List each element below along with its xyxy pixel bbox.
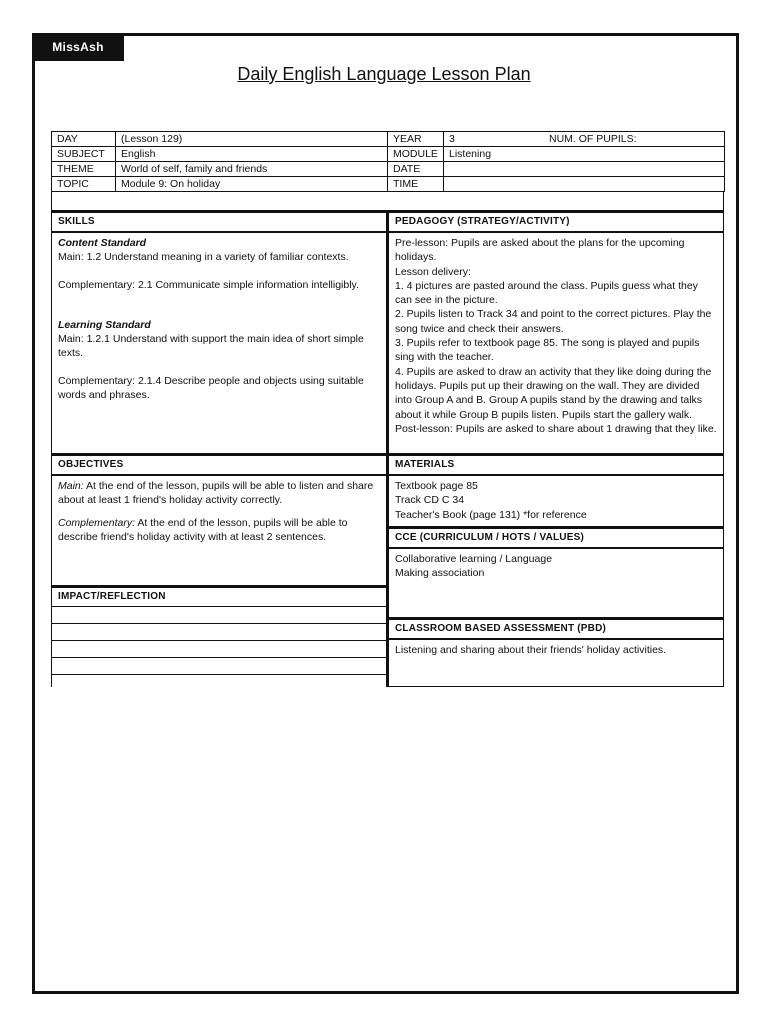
material-item: Textbook page 85 [395,480,478,492]
objectives-header: OBJECTIVES [52,456,386,476]
pupils-label: NUM. OF PUPILS: [549,133,637,145]
module-label: MODULE [388,147,444,162]
pedagogy-line: 3. Pupils refer to textbook page 85. The song is played and pupils sing with the teacher. [395,337,700,364]
info-row-theme [52,162,725,177]
objective-comp-label: Complementary: [58,516,136,529]
pedagogy-line: Lesson delivery: [395,265,471,278]
topic-label: TOPIC [52,177,116,192]
topic-value: Module 9: On holiday [116,177,388,192]
theme-label: THEME [52,162,116,177]
cce-item: Collaborative learning / Language [395,553,553,565]
impact-header: IMPACT/REFLECTION [52,588,386,607]
learning-standard-title: Learning Standard [58,318,151,331]
content-standard-title: Content Standard [58,237,147,249]
objective-complementary [58,516,380,545]
objective-main-label: Main: [58,480,84,492]
assessment-text: Listening and sharing about their friends' holiday activities. [395,644,667,656]
learning-main: Main: 1.2.1 Understand with support the main idea of short simple texts. [58,333,364,360]
year-value: 3 [449,133,455,145]
left-column [51,213,386,687]
cce-header: CCE (CURRICULUM / HOTS / VALUES) [389,529,723,549]
skills-header: SKILLS [52,213,386,233]
objectives-body [52,476,386,588]
content-complementary: Complementary: 2.1 Communicate simple information intelligibly. [58,278,359,291]
date-label: DATE [388,162,444,177]
right-column [386,213,724,687]
pedagogy-line: Post-lesson: Pupils are asked to share about 1 drawing that they like. [395,422,717,435]
lesson-plan-sheet [51,131,724,687]
module-value: Listening [444,147,725,162]
cce-body [389,549,723,620]
assessment-header: CLASSROOM BASED ASSESSMENT (PBD) [389,620,723,640]
skills-body [52,233,386,456]
cce-item: Making association [395,567,485,580]
assessment-body [389,640,723,687]
year-label: YEAR [388,132,444,147]
page-title: Daily English Language Lesson Plan [237,64,531,84]
pedagogy-body [389,233,723,456]
info-table [51,131,725,192]
impact-lines [52,607,386,675]
info-row-topic [52,177,725,192]
objective-main [58,479,380,508]
materials-body [389,476,723,529]
brand-badge: MissAsh [32,33,124,61]
info-row-day [52,132,725,147]
pedagogy-line: 1. 4 pictures are pasted around the class. Pupils guess what they can see in the picture. [395,279,698,307]
subject-value: English [116,147,388,162]
theme-value: World of self, family and friends [116,162,388,177]
plan-columns [51,213,724,687]
pedagogy-header: PEDAGOGY (STRATEGY/ACTIVITY) [389,213,723,233]
objective-comp-text: At the end of the lesson, pupils will be able to describe friend's holiday activity with at least 2 sentences. [58,516,348,543]
pedagogy-line: 4. Pupils are asked to draw an activity that they like doing during the holidays. Pupils put up their drawing on the wall. They are divided into Group A and B. Group A pupils stand by the drawing and talks about it while Group B pupils listen. Pupils start the gallery walk. [395,365,712,421]
learning-complementary: Complementary: 2.1.4 Describe people and objects using suitable words and phrases. [58,374,364,402]
time-label: TIME [388,177,444,192]
day-label: DAY [52,132,116,147]
date-value [444,162,725,177]
year-cell [444,132,725,147]
pedagogy-line: Pre-lesson: Pupils are asked about the plans for the upcoming holidays. [395,237,685,264]
material-item: Track CD C 34 [395,494,465,507]
materials-header: MATERIALS [389,456,723,476]
subject-label: SUBJECT [52,147,116,162]
material-item: Teacher's Book (page 131) *for reference [395,508,587,521]
time-value [444,177,725,192]
pedagogy-line: 2. Pupils listen to Track 34 and point to the correct pictures. Play the song twice and check their answers. [395,308,712,335]
spacer-row [51,192,724,213]
day-value: (Lesson 129) [116,132,388,147]
info-row-subject [52,147,725,162]
content-main: Main: 1.2 Understand meaning in a variety of familiar contexts. [58,251,349,264]
objective-main-text: At the end of the lesson, pupils will be able to listen and share about at least 1 friend's holiday activity correctly. [58,480,374,507]
